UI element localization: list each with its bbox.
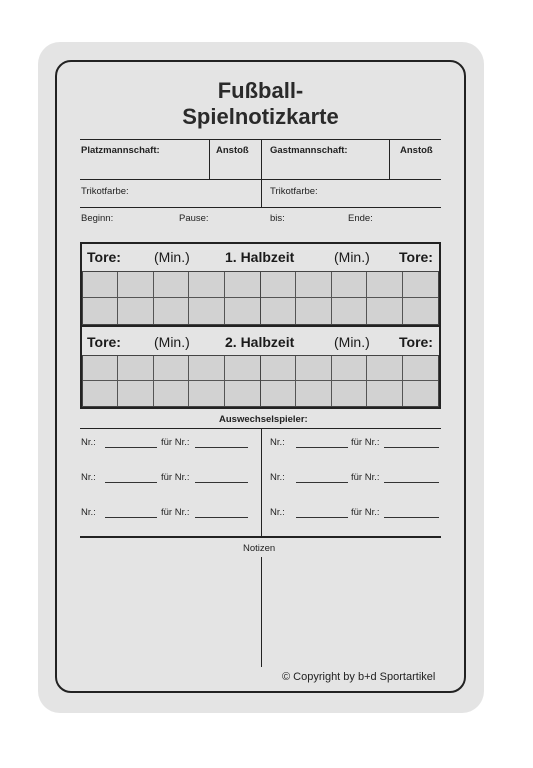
- second-half-header: [82, 329, 439, 356]
- pause-label: Pause:: [179, 213, 209, 224]
- notes-title: Notizen: [243, 543, 276, 554]
- first-half-header: [82, 244, 439, 271]
- kickoff-left-label: Anstoß: [216, 145, 249, 156]
- sub-out-number-field[interactable]: [195, 447, 248, 448]
- sub-out-number-field[interactable]: [384, 517, 439, 518]
- sub-in-number-field[interactable]: [105, 447, 157, 448]
- sub-nr-label: Nr.:: [270, 507, 285, 518]
- half-label: 1. Halbzeit: [225, 249, 295, 265]
- sub-in-number-field[interactable]: [296, 482, 348, 483]
- divider: [80, 536, 441, 538]
- sub-out-number-field[interactable]: [195, 482, 248, 483]
- sub-nr-label: Nr.:: [81, 472, 96, 483]
- sub-nr-label: Nr.:: [270, 472, 285, 483]
- sub-out-number-field[interactable]: [195, 517, 248, 518]
- divider: [80, 207, 441, 208]
- goal-grid[interactable]: [82, 355, 261, 407]
- score-box: [80, 242, 441, 409]
- sub-nr-label: Nr.:: [81, 437, 96, 448]
- sub-for-label: für Nr.:: [161, 472, 190, 483]
- sub-in-number-field[interactable]: [105, 517, 157, 518]
- goals-left-label: Tore:: [87, 249, 121, 265]
- away-team-label: Gastmannschaft:: [270, 145, 348, 156]
- goal-grid[interactable]: [82, 271, 261, 325]
- minutes-right-label: (Min.): [334, 334, 370, 350]
- title-line-2: Spielnotizkarte: [182, 104, 339, 129]
- sub-nr-label: Nr.:: [270, 437, 285, 448]
- sub-in-number-field[interactable]: [296, 517, 348, 518]
- start-label: Beginn:: [81, 213, 114, 224]
- divider: [261, 428, 262, 536]
- home-team-label: Platzmannschaft:: [81, 145, 160, 156]
- sub-for-label: für Nr.:: [351, 437, 380, 448]
- sub-for-label: für Nr.:: [351, 472, 380, 483]
- sub-for-label: für Nr.:: [351, 507, 380, 518]
- sub-nr-label: Nr.:: [81, 507, 96, 518]
- goal-grid[interactable]: [260, 271, 439, 325]
- until-label: bis:: [270, 213, 285, 224]
- divider: [261, 557, 262, 667]
- minutes-right-label: (Min.): [334, 249, 370, 265]
- kickoff-right-label: Anstoß: [400, 145, 433, 156]
- minutes-left-label: (Min.): [154, 334, 190, 350]
- divider: [389, 139, 390, 179]
- divider: [80, 179, 441, 180]
- sub-for-label: für Nr.:: [161, 437, 190, 448]
- sub-out-number-field[interactable]: [384, 482, 439, 483]
- jersey-left-label: Trikotfarbe:: [81, 186, 129, 197]
- goal-grid[interactable]: [260, 355, 439, 407]
- title-line-1: Fußball-: [217, 78, 304, 103]
- jersey-right-label: Trikotfarbe:: [270, 186, 318, 197]
- divider: [209, 139, 210, 179]
- goals-right-label: Tore:: [399, 249, 433, 265]
- goals-right-label: Tore:: [399, 334, 433, 350]
- divider: [261, 139, 262, 207]
- substitutes-title: Auswechselspieler:: [219, 414, 308, 425]
- goals-left-label: Tore:: [87, 334, 121, 350]
- copyright-text: © Copyright by b+d Sportartikel: [282, 671, 436, 683]
- half-label: 2. Halbzeit: [225, 334, 295, 350]
- half-divider: [82, 325, 439, 327]
- sub-in-number-field[interactable]: [296, 447, 348, 448]
- end-label: Ende:: [348, 213, 373, 224]
- sub-for-label: für Nr.:: [161, 507, 190, 518]
- sub-in-number-field[interactable]: [105, 482, 157, 483]
- minutes-left-label: (Min.): [154, 249, 190, 265]
- sub-out-number-field[interactable]: [384, 447, 439, 448]
